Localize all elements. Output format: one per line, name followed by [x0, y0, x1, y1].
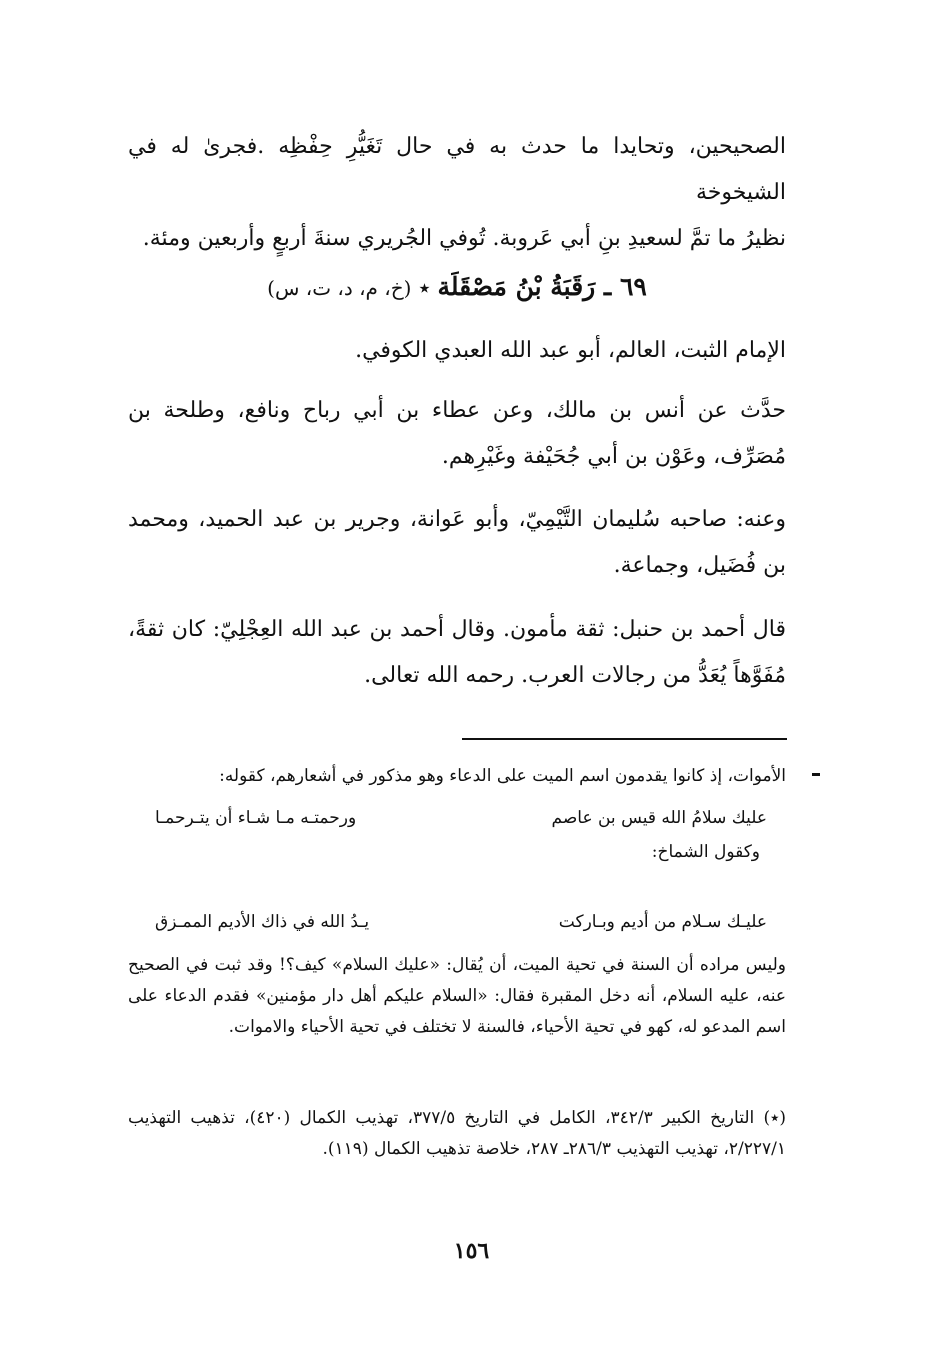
entry-praise [128, 607, 786, 699]
narrated-from-text: حدَّث عن أنس بن مالك، وعن عطاء بن أبي رباح ونافع، وطلحة بن مُصَرِّف، وعَوْن بن أبي جُحَيْفة وغَيْرِهم. [128, 398, 786, 469]
verse-1 [155, 804, 767, 832]
top-paragraph-line-2: نظيرُ ما تمَّ لسعيدِ بنِ أبي عَروبة. تُوفي الجُريري سنةَ أربعٍ وأربعين ومئة. [142, 226, 786, 251]
footnote-explanation-text: وليس مراده أن السنة في تحية الميت، أن يُقال: «عليك السلام» كيف؟! وقد ثبت في الصحيح عنه، عليه السلام، أنه دخل المقبرة فقال: «السلام عليكم أهل دار مؤمنين» فقدم الدعاء على اسم المدعو له، كهو في تحية الأحياء، فالسنة لا تختلف في تحية الأحياء والاموات. [128, 955, 786, 1037]
footnote-asterisk: ٭ [418, 276, 431, 301]
footnote-explanation [128, 950, 786, 1043]
entry-title: ٦٩ ـ رَقَبَةُ بْنُ مَصْقَلَة [437, 272, 647, 301]
entry-narrators [128, 497, 786, 589]
footnote-intro-text: الأموات، إذ كانوا يقدمون اسم الميت على الدعاء وهو مذكور في أشعارهم، كقوله: [219, 766, 786, 786]
footnote-sources-text: (٭) التاريخ الكبير ٣٤٢/٣، الكامل في التاريخ ٣٧٧/٥، تهذيب الكمال (٤٢٠)، تذهيب التهذيب ٢/٢٢٧/١، تهذيب التهذيب ٢٨٦/٣ـ ٢٨٧، خلاصة تذهيب الكمال (١١٩). [128, 1108, 786, 1159]
page-number: ١٥٦ [453, 1238, 490, 1264]
entry-intro-text: الإمام الثبت، العالم، أبو عبد الله العبدي الكوفي. [355, 338, 786, 363]
verse-1-first-hemistich: عليك سلامُ الله قيس بن عاصم [551, 808, 767, 828]
footnote-continuation-mark [812, 773, 820, 776]
entry-sigla: (خ، م، د، ت، س) [267, 276, 412, 300]
praise-text: قال أحمد بن حنبل: ثقة مأمون. وقال أحمد بن عبد الله العِجْلِيّ: كان ثقةً، مُفَوَّهاً يُعَدُّ من رجالات العرب. رحمه الله تعالى. [128, 617, 786, 688]
footnote-divider [462, 738, 787, 740]
shammakh-text: وكقول الشماخ: [651, 842, 760, 862]
footnote-sources [128, 1103, 786, 1165]
verse-2 [155, 908, 767, 936]
entry-intro [128, 328, 786, 374]
entry-narrated-from [128, 388, 786, 480]
narrators-text: وعنه: صاحبه سُليمان التَّيْمِيّ، وأبو عَوانة، وجرير بن عبد الحميد، ومحمد بن فُضَيل، وجماعة. [128, 507, 786, 578]
footnote-intro [128, 762, 786, 790]
verse-2-first-hemistich: عليـك سـلام من أديم وبـاركت [558, 912, 767, 932]
top-paragraph [128, 124, 786, 262]
verse-1-second-hemistich: ورحمتـه مـا شـاء أن يتـرحمـا [155, 808, 357, 828]
entry-heading [128, 265, 786, 311]
top-paragraph-line-1: الصحيحين، وتحايدا ما حدث به في حال تَغَيُّرِ حِفْظِه .فجرىٰ له في الشيخوخة [128, 134, 786, 205]
verse-2-second-hemistich: يـدُ الله في ذاك الأديم الممـزق [155, 912, 370, 932]
shammakh-intro [128, 838, 786, 866]
